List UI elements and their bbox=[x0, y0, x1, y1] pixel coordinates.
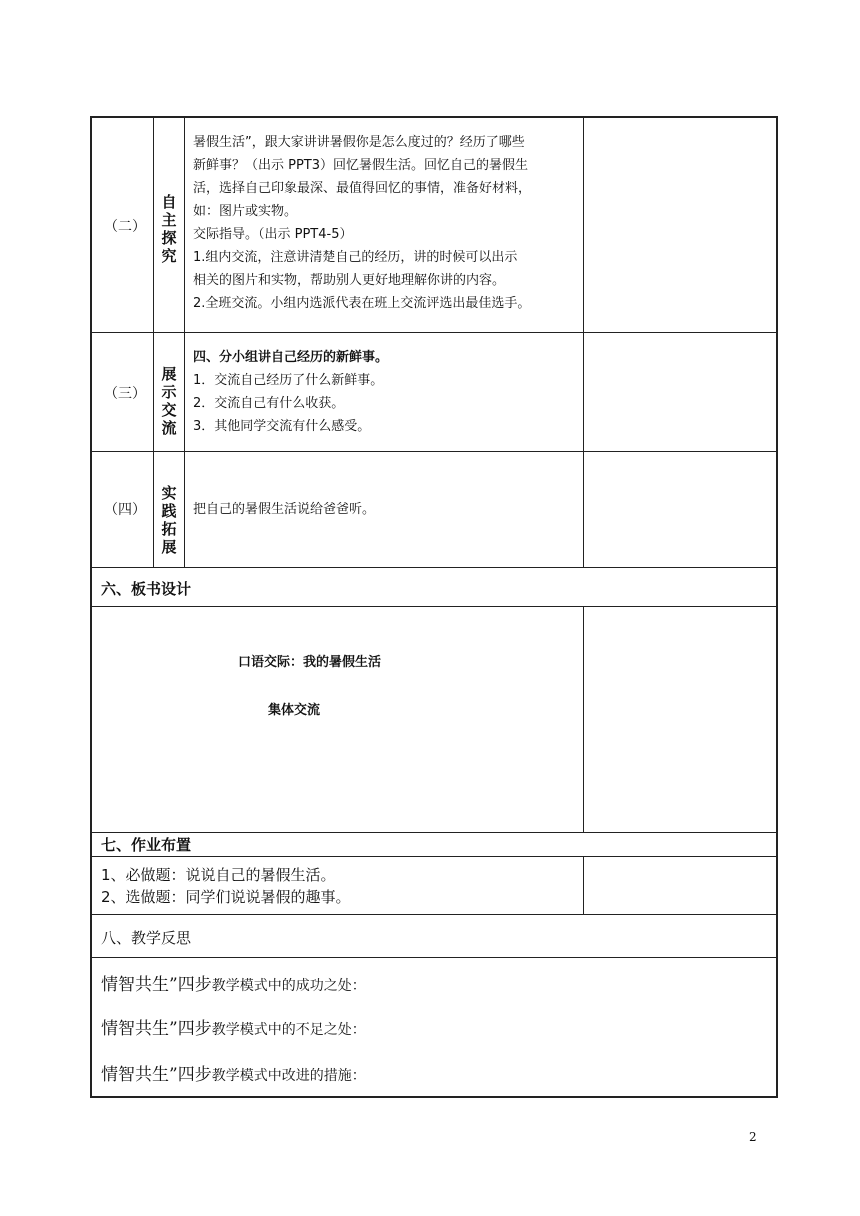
page-number: 2 bbox=[749, 1130, 757, 1144]
section-heading-board: 六、板书设计 bbox=[101, 580, 192, 598]
step-number: （四） bbox=[104, 502, 146, 518]
document-page: （二） 自 主 探 究 暑假生活”，跟大家讲讲暑假你是怎么度过的？经历了哪些 新鲜事？（出示 PPT3）回忆暑假生活。回忆自己的暑假生 活，选择自己印象最深、最值得回忆的事情，准备好材料， 如：图片或实物。 交际指导。（出示 PPT4-5） 1.组内交流，注意讲清楚自己的经历，讲的时候可以出示 相关的图片和实物，帮助别人更好地理解你讲的内容。 2.全班交流。小组内选派代表在班上交流评选出最佳选手。 （三） 展 示 交 流 四、分小组讲自己经历的新鲜事。 1．交流自己经历了什么新鲜事。 2．交流自己有什么收获。 3．其他同学交流有什么感受。 （四） 实 践 拓 展 把自己的暑假生活说给爸爸听。 六、板书设计 口语交际：我的暑假生活 集体交流 七、作业布置 1、必做题：说说自己的暑假生活。 2、选做题：同学们说说暑假的趣事。 八、教学反思 情智共生”四步教学模式中的成功之处： 情智共生”四步教学模式中的不足之处： 情智共生”四步教学模式中改进的措施： 2 bbox=[0, 0, 860, 1216]
homework-item: 1、必做题：说说自己的暑假生活。 bbox=[101, 866, 336, 884]
step-label: 实 践 拓 展 bbox=[161, 484, 177, 556]
board-title: 口语交际：我的暑假生活 bbox=[238, 655, 382, 670]
step-label: 自 主 探 究 bbox=[161, 193, 177, 265]
board-subtitle: 集体交流 bbox=[268, 703, 321, 718]
step-content: 把自己的暑假生活说给爸爸听。 bbox=[193, 502, 376, 517]
step-number: （二） bbox=[104, 219, 146, 235]
step-number: （三） bbox=[104, 386, 146, 402]
reflection-item: 情智共生”四步教学模式中改进的措施： bbox=[101, 1065, 366, 1085]
reflection-item: 情智共生”四步教学模式中的成功之处： bbox=[101, 975, 366, 995]
section-heading-reflection: 八、教学反思 bbox=[101, 929, 192, 947]
step-label: 展 示 交 流 bbox=[161, 365, 177, 437]
homework-item: 2、选做题：同学们说说暑假的趣事。 bbox=[101, 888, 351, 906]
section-heading-homework: 七、作业布置 bbox=[101, 836, 192, 854]
reflection-item: 情智共生”四步教学模式中的不足之处： bbox=[101, 1019, 366, 1039]
